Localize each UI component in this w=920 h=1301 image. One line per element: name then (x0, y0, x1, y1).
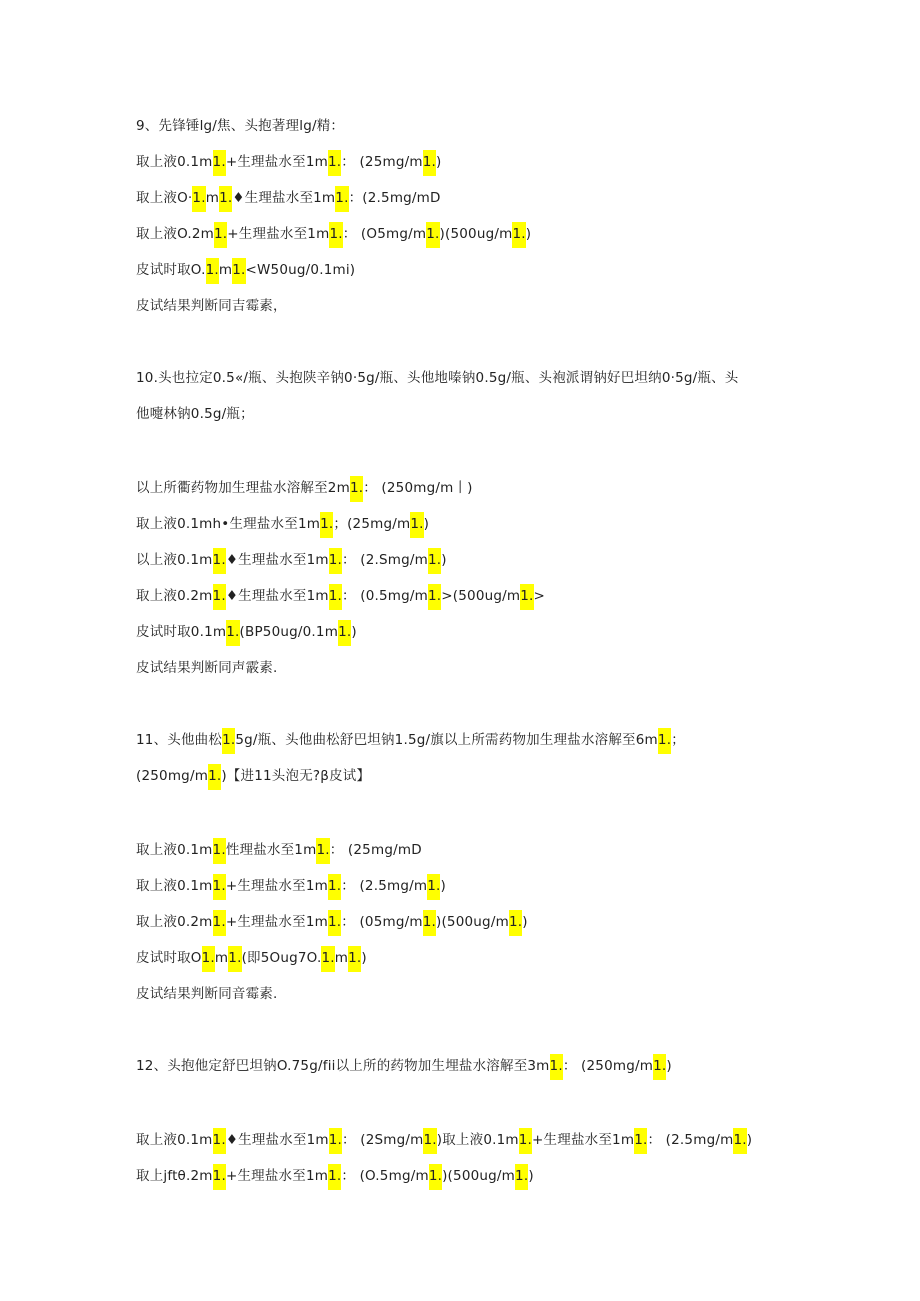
text-segment: m (205, 190, 220, 206)
text-segment: )(500ug/m (439, 226, 513, 242)
text-segment: ： (2.5mg/m (647, 1132, 734, 1148)
highlighted-text: 1. (213, 150, 226, 176)
text-segment: ♦生理盐水至1m (225, 1132, 329, 1148)
text-segment: ) (746, 1132, 753, 1148)
highlighted-text: 1. (509, 910, 522, 936)
highlighted-text: 1. (515, 1164, 528, 1190)
text-segment: ；(25mg/m (333, 516, 411, 532)
text-line (136, 296, 287, 316)
text-segment: 12、头抱他定舒巴坦钠O.75g/fii以上所的药物加生埋盐水溶解至3m (136, 1058, 550, 1074)
highlighted-text: 1. (550, 1054, 563, 1080)
text-segment: 皮试时取O (136, 950, 202, 966)
text-segment: +生理盐水至1m (225, 1168, 329, 1184)
text-segment: ： (0.5mg/m (342, 588, 428, 604)
highlighted-text: 1. (348, 946, 361, 972)
highlighted-text: 1. (329, 548, 342, 574)
highlighted-text: 1. (192, 186, 205, 212)
text-line (136, 766, 370, 786)
text-segment: 他嚏林钠0.5g/瓶； (136, 406, 254, 422)
highlighted-text: 1. (328, 150, 341, 176)
text-segment: +生理盐水至1m (225, 154, 328, 170)
highlighted-text: 1. (206, 258, 219, 284)
text-segment: 5g/瓶、头他曲松舒巴坦钠1.5g/旗以上所需药物加生理盐水溶解至6m (235, 732, 658, 748)
text-line (136, 948, 367, 968)
highlighted-text: 1. (428, 584, 441, 610)
text-segment: ) (440, 878, 446, 894)
text-segment: ； (671, 732, 685, 748)
text-segment: 皮试时取O. (136, 262, 206, 278)
text-segment: 以上液0.1m (136, 552, 213, 568)
text-segment: 皮试结果判断同音霉素. (136, 986, 278, 1002)
text-segment: 取上液0.2m (136, 914, 213, 930)
text-segment: 取上液0.2m (136, 588, 213, 604)
highlighted-text: 1. (512, 222, 525, 248)
text-line (136, 514, 429, 534)
highlighted-text: 1. (410, 512, 423, 538)
text-segment: +生理盐水至1m (532, 1132, 635, 1148)
text-segment: )【进11头泡无?β皮试】 (221, 768, 371, 784)
highlighted-text: 1. (350, 476, 363, 502)
text-segment: ) (423, 516, 430, 532)
highlighted-text: 1. (228, 946, 241, 972)
text-segment: ： (O.5mg/m (341, 1168, 429, 1184)
highlighted-text: 1. (733, 1128, 746, 1154)
highlighted-text: 1. (634, 1128, 647, 1154)
text-segment: )(500ug/m (442, 1168, 516, 1184)
highlighted-text: 1. (423, 910, 436, 936)
highlighted-text: 1. (423, 1128, 436, 1154)
highlighted-text: 1. (329, 1128, 342, 1154)
highlighted-text: 1. (208, 764, 221, 790)
text-line (136, 984, 278, 1004)
highlighted-text: 1. (213, 584, 226, 610)
text-segment: 取上液0.1mh•生理盐水至1m (136, 516, 321, 532)
highlighted-text: 1. (219, 186, 232, 212)
text-segment: 取上液O.2m (136, 226, 215, 242)
text-segment: ： (250mg/m丨) (363, 480, 473, 496)
highlighted-text: 1. (222, 728, 235, 754)
highlighted-text: 1. (429, 1164, 442, 1190)
text-segment: > (533, 588, 546, 604)
text-segment: )取上液0.1m (436, 1132, 519, 1148)
highlighted-text: 1. (423, 150, 436, 176)
text-segment: ♦生理盐水至1m (225, 588, 329, 604)
text-segment: 10.头也拉定0.5«/瓶、头抱陕辛钠0·5g/瓶、头他地嗪钠0.5g/瓶、头袍派谓钠好巴坦纳0·5g/瓶、头 (136, 370, 739, 386)
text-segment: (BP50ug/0.1m (239, 624, 339, 640)
text-segment: +生理盐水至1m (225, 914, 328, 930)
text-segment: ) (441, 552, 447, 568)
text-segment: m (214, 950, 229, 966)
text-segment: <W50ug/0.1mi) (245, 262, 356, 278)
text-segment: 9、先锋锤lg/焦、头抱著理lg/精： (136, 118, 345, 134)
highlighted-text: 1. (213, 548, 226, 574)
text-segment: ) (525, 226, 532, 242)
text-line (136, 368, 739, 388)
text-line (136, 658, 278, 678)
highlighted-text: 1. (321, 946, 334, 972)
highlighted-text: 1. (328, 1164, 341, 1190)
text-segment: 以上所衢药物加生理盐水溶解至2m (136, 480, 350, 496)
text-segment: 取上液0.1m (136, 842, 213, 858)
text-segment: 取上液0.1m (136, 154, 213, 170)
text-segment: ♦生理盐水至1m (232, 190, 336, 206)
text-segment: ： (2.5mg/m (341, 878, 428, 894)
text-line (136, 876, 446, 896)
highlighted-text: 1. (202, 946, 215, 972)
text-segment: +生理盐水至1m (227, 226, 330, 242)
text-segment: ♦生理盐水至1m (225, 552, 329, 568)
highlighted-text: 1. (320, 512, 333, 538)
text-segment: 取上液0.1m (136, 1132, 213, 1148)
text-segment: ： (25mg/mD (329, 842, 422, 858)
text-segment: ： (O5mg/m (342, 226, 427, 242)
text-line (136, 840, 422, 860)
highlighted-text: 1. (428, 548, 441, 574)
text-segment: ： (25mg/m (341, 154, 423, 170)
highlighted-text: 1. (213, 874, 226, 900)
highlighted-text: 1. (316, 838, 329, 864)
text-segment: 取上液O· (136, 190, 193, 206)
text-segment: ) (436, 154, 442, 170)
highlighted-text: 1. (329, 584, 342, 610)
text-line (136, 550, 447, 570)
highlighted-text: 1. (335, 186, 348, 212)
text-line (136, 1166, 534, 1186)
text-segment: ：(2.5mg/mD (348, 190, 441, 206)
highlighted-text: 1. (232, 258, 245, 284)
text-segment: ) (528, 1168, 534, 1184)
text-line (136, 622, 357, 642)
text-segment: (即5Oug7O. (241, 950, 322, 966)
text-segment: 取上液0.1m (136, 878, 213, 894)
text-line (136, 586, 545, 606)
text-segment: (250mg/m (136, 768, 209, 784)
text-line (136, 152, 441, 172)
highlighted-text: 1. (328, 874, 341, 900)
text-line (136, 478, 473, 498)
text-line (136, 404, 254, 424)
highlighted-text: 1. (520, 584, 533, 610)
text-segment: ： (2.Smg/m (342, 552, 428, 568)
highlighted-text: 1. (213, 838, 226, 864)
text-segment: ) (361, 950, 367, 966)
text-segment: 取上jftθ.2m (136, 1168, 213, 1184)
highlighted-text: 1. (653, 1054, 666, 1080)
text-segment: ) (351, 624, 357, 640)
text-segment: ： (05mg/m (341, 914, 423, 930)
text-segment: ： (2Smg/m (342, 1132, 424, 1148)
text-segment: 皮试时取0.1m (136, 624, 227, 640)
text-line (136, 912, 528, 932)
text-segment: +生理盐水至1m (225, 878, 328, 894)
highlighted-text: 1. (658, 728, 671, 754)
highlighted-text: 1. (214, 222, 227, 248)
text-segment: ) (666, 1058, 672, 1074)
highlighted-text: 1. (519, 1128, 532, 1154)
text-line (136, 260, 355, 280)
text-segment: >(500ug/m (441, 588, 521, 604)
highlighted-text: 1. (213, 1164, 226, 1190)
text-line (136, 224, 531, 244)
text-segment: ： (250mg/m (562, 1058, 654, 1074)
text-segment: ) (522, 914, 528, 930)
highlighted-text: 1. (328, 910, 341, 936)
highlighted-text: 1. (226, 620, 239, 646)
highlighted-text: 1. (213, 910, 226, 936)
highlighted-text: 1. (338, 620, 351, 646)
text-segment: m (218, 262, 233, 278)
highlighted-text: 1. (213, 1128, 226, 1154)
text-line (136, 188, 441, 208)
text-segment: 皮试结果判断同声霰素. (136, 660, 278, 676)
highlighted-text: 1. (426, 222, 439, 248)
text-segment: m (334, 950, 349, 966)
text-segment: 性理盐水至1m (225, 842, 317, 858)
text-segment: 11、头他曲松 (136, 732, 223, 748)
highlighted-text: 1. (427, 874, 440, 900)
text-line (136, 730, 685, 750)
highlighted-text: 1. (329, 222, 342, 248)
text-line (136, 1056, 672, 1076)
text-segment: 皮试结果判断同吉霉素， (136, 298, 287, 314)
text-line (136, 1130, 752, 1150)
text-segment: )(500ug/m (436, 914, 509, 930)
text-line (136, 116, 344, 136)
